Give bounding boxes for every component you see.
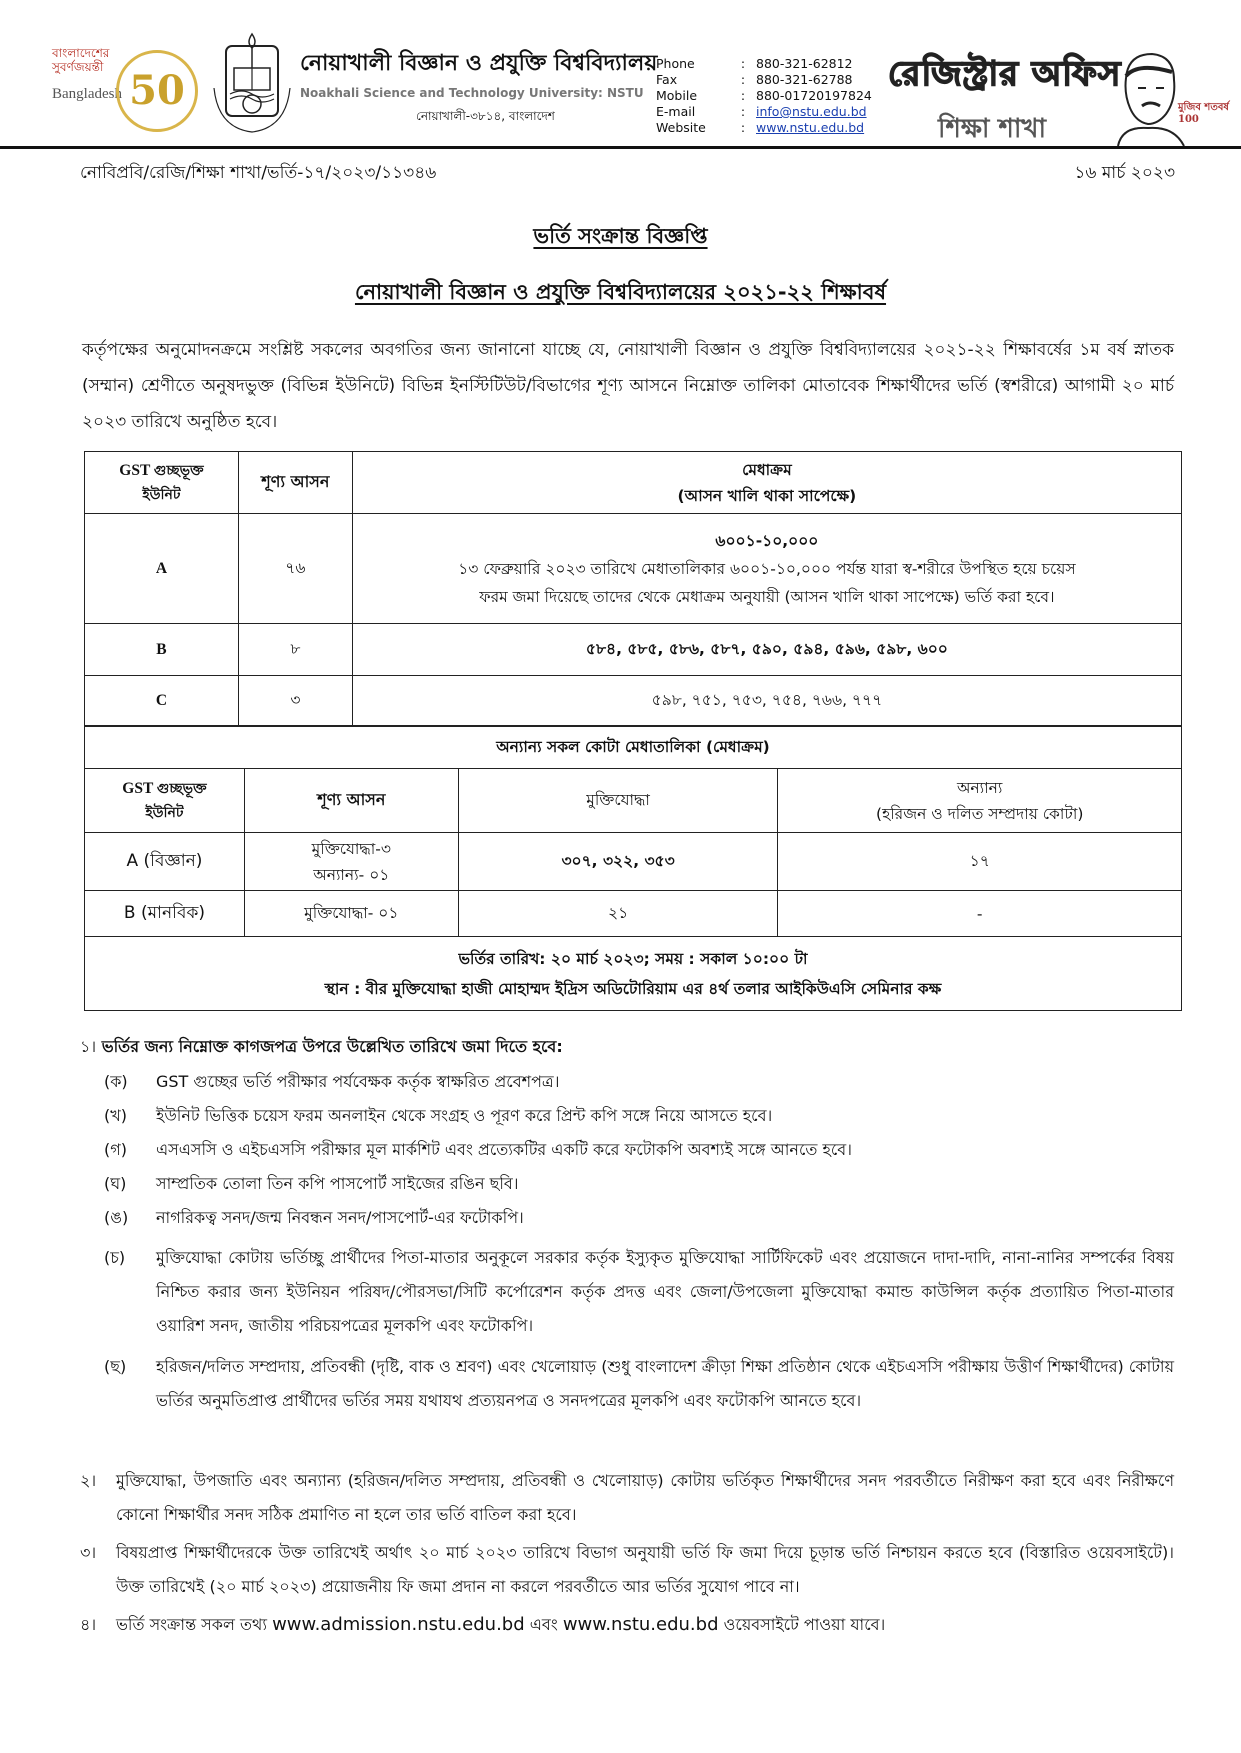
bd50-number: 50 xyxy=(116,50,198,132)
section-3: ৩। বিষয়প্রাপ্ত শিক্ষার্থীদেরকে উক্ত তারিখেই অর্থাৎ ২০ মার্চ ২০২৩ তারিখে বিভাগ অনুযায়ী ভর্তি ফি জমা দিয়ে চূড়ান্ত ভর্তি নিশ্চায়ন করতে হবে (বিস্তারিত ওয়েবসাইটে)। উক্ত তারিখেই (২০ মার্চ ২০২৩) প্রয়োজনীয় ফি জমা প্রদান না করলে পরবর্তীতে আর ভর্তির সুযোগ পাবে না। xyxy=(80,1543,1174,1596)
merit-table-header xyxy=(85,452,1182,514)
section-2: ২। মুক্তিযোদ্ধা, উপজাতি এবং অন্যান্য (হরিজন/দলিত সম্প্রদায়, প্রতিবন্ধী ও খেলোয়াড়) কোটায় ভর্তিকৃত শিক্ষার্থীদের সনদ পরবর্তীতে নিরীক্ষণ করা হবে এবং নিরীক্ষণে কোনো শিক্ষার্থীর সনদ সঠিক প্রমাণিত না হলে তার ভর্তি বাতিল করা হবে। xyxy=(80,1471,1174,1524)
office-subtitle: শিক্ষা শাখা xyxy=(938,114,1047,144)
list-item: (চ) মুক্তিযোদ্ধা কোটায় ভর্তিচ্ছু প্রার্থীদের পিতা-মাতার অনুকূলে সরকার কর্তৃক ইস্যুকৃত মুক্তিযোদ্ধা সার্টিফিকেট এবং প্রয়োজনে দাদা-দাদি, নানা-নানির সম্পর্কের বিষয় নিশ্চিত করার জন্য ইউনিয়ন পরিষদ/পৌরসভা/সিটি কর্পোরেশন কর্তৃক প্রদত্ত এবং জেলা/উপজেলা মুক্তিযোদ্ধা কমান্ড কাউন্সিল কর্তৃক প্রত্যায়িত পিতা-মাতার ওয়ারিশ সনদ, জাতীয় পরিচয়পত্রের মূলকপি এবং ফটোকপি। xyxy=(104,1248,1174,1335)
bd50-caption: বাংলাদেশের সুবর্ণজয়ন্তী xyxy=(52,46,110,74)
contact-website: Website : www.nstu.edu.bd xyxy=(656,120,865,135)
quota-table xyxy=(84,768,1182,937)
university-name-bn: নোয়াখালী বিজ্ঞান ও প্রযুক্তি বিশ্ববিদ্যালয় xyxy=(300,50,658,76)
col-unit-header: GST গুচ্ছভূক্ত ইউনিট xyxy=(85,452,239,514)
quota-table-header: GST গুচ্ছভূক্ত ইউনিট শূণ্য আসন মুক্তিযোদ্ধা অন্যান্য (হরিজন ও দলিত সম্প্রদায় কোটা) xyxy=(85,769,1182,833)
university-website-link[interactable]: www.nstu.edu.bd xyxy=(562,1614,719,1635)
list-item: (ঙ) নাগরিকত্ব সনদ/জন্ম নিবন্ধন সনদ/পাসপোর্ট-এর ফটোকপি। xyxy=(104,1208,524,1227)
col-seats-header: শূণ্য আসন xyxy=(238,452,352,514)
university-name-en: Noakhali Science and Technology University: NSTU xyxy=(300,86,644,100)
university-address: নোয়াখালী-৩৮১৪, বাংলাদেশ xyxy=(416,109,555,123)
table-row: A ৭৬ ৬০০১-১০,০০০ ১৩ ফেব্রুয়ারি ২০২৩ তারিখে মেধাতালিকার ৬০০১-১০,০০০ পর্যন্ত যারা স্ব-শরীরে উপস্থিত হয়ে চয়েস ফরম জমা দিয়েছে তাদের থেকে মেধাক্রম অনুযায়ী (আসন খালি থাকা সাপেক্ষে) ভর্তি করা হবে। xyxy=(85,514,1182,624)
list-item: (ঘ) সাম্প্রতিক তোলা তিন কপি পাসপোর্ট সাইজের রঙিন ছবি। xyxy=(104,1174,519,1193)
contact-block xyxy=(656,56,906,136)
memo-reference: নোবিপ্রবি/রেজি/শিক্ষা শাখা/ভর্তি-১৭/২০২৩/১১৩৪৬ xyxy=(80,163,437,183)
list-item: (ছ) হরিজন/দলিত সম্প্রদায়, প্রতিবন্ধী (দৃষ্টি, বাক ও শ্রবণ) এবং খেলোয়াড় (শুধু বাংলাদেশ ক্রীড়া শিক্ষা প্রতিষ্ঠান থেকে এইচএসসি পরীক্ষায় উত্তীর্ণ শিক্ষার্থীদের) কোটায় ভর্তির অনুমতিপ্রাপ্ত প্রার্থীদের ভর্তির সময় যথাযথ প্রত্যয়নপত্র ও সনদপত্রের মূলকপি এবং ফটোকপি আনতে হবে। xyxy=(104,1357,1174,1410)
contact-mobile: Mobile : 880-01720197824 xyxy=(656,88,872,103)
admission-date: ভর্তির তারিখ: ২০ মার্চ ২০২৩; সময় : সকাল ১০:০০ টা xyxy=(458,949,808,968)
contact-phone: Phone : 880-321-62812 xyxy=(656,56,853,71)
section-1-heading: ১। ভর্তির জন্য নিম্নোক্ত কাগজপত্র উপরে উল্লেখিত তারিখে জমা দিতে হবে: xyxy=(80,1037,563,1056)
mujib-100-logo: মুজিব শতবর্ষ 100 xyxy=(1178,102,1229,125)
contact-email: E-mail : info@nstu.edu.bd xyxy=(656,104,867,119)
notice-title: ভর্তি সংক্রান্ত বিজ্ঞপ্তি xyxy=(533,224,708,248)
col-merit-header: মেধাক্রম (আসন খালি থাকা সাপেক্ষে) xyxy=(352,452,1181,514)
header-divider xyxy=(0,146,1241,149)
admission-info-box xyxy=(84,936,1182,1011)
admission-website-link[interactable]: www.admission.nstu.edu.bd xyxy=(272,1614,525,1635)
section-4: ৪। ভর্তি সংক্রান্ত সকল তথ্য www.admission.nstu.edu.bd এবং www.nstu.edu.bd ওয়েবসাইটে পাওয়া যাবে। xyxy=(80,1614,886,1635)
admission-place: স্থান : বীর মুক্তিযোদ্ধা হাজী মোহাম্মদ ইদ্রিস অডিটোরিয়াম এর ৪র্থ তলার আইকিউএসি সেমিনার কক্ষ xyxy=(324,979,942,998)
contact-fax: Fax : 880-321-62788 xyxy=(656,72,853,87)
table-row: A (বিজ্ঞান) মুক্তিযোদ্ধা-৩ অন্যান্য- ০১ ৩০৭, ৩২২, ৩৫৩ ১৭ xyxy=(85,833,1182,891)
table-row: B ৮ ৫৮৪, ৫৮৫, ৫৮৬, ৫৮৭, ৫৯০, ৫৯৪, ৫৯৬, ৫৯৮, ৬০০ xyxy=(85,624,1182,676)
notice-subtitle: নোয়াখালী বিজ্ঞান ও প্রযুক্তি বিশ্ববিদ্যালয়ের ২০২১-২২ শিক্ষাবর্ষ xyxy=(354,280,887,304)
list-item: (খ) ইউনিট ভিত্তিক চয়েস ফরম অনলাইন থেকে সংগ্রহ ও পূরণ করে প্রিন্ট কপি সঙ্গে নিয়ে আসতে হবে। xyxy=(104,1106,773,1125)
quota-title-row: অন্যান্য সকল কোটা মেধাতালিকা (মেধাক্রম) xyxy=(84,726,1182,769)
website-link[interactable]: www.nstu.edu.bd xyxy=(756,120,865,135)
office-title: রেজিস্ট্রার অফিস xyxy=(888,54,1122,94)
letterhead xyxy=(28,18,1229,146)
email-link[interactable]: info@nstu.edu.bd xyxy=(756,104,867,119)
university-logo-icon xyxy=(208,28,296,138)
table-row: C ৩ ৫৯৮, ৭৫১, ৭৫৩, ৭৫৪, ৭৬৬, ৭৭৭ xyxy=(85,676,1182,726)
list-item: (ক) GST গুচ্ছের ভর্তি পরীক্ষার পর্যবেক্ষক কর্তৃক স্বাক্ষরিত প্রবেশপত্র। xyxy=(104,1072,560,1091)
memo-date: ১৬ মার্চ ২০২৩ xyxy=(1074,163,1175,183)
bangladesh-50-logo xyxy=(38,46,208,138)
list-item: (গ) এসএসসি ও এইচএসসি পরীক্ষার মূল মার্কশিট এবং প্রত্যেকটির একটি করে ফটোকপি অবশ্যই সঙ্গে আনতে হবে। xyxy=(104,1140,852,1159)
bd50-word: Bangladesh xyxy=(52,86,122,102)
table-row: B (মানবিক) মুক্তিযোদ্ধা- ০১ ২১ - xyxy=(85,891,1182,937)
intro-paragraph: কর্তৃপক্ষের অনুমোদনক্রমে সংশ্লিষ্ট সকলের অবগতির জন্য জানানো যাচ্ছে যে, নোয়াখালী বিজ্ঞান ও প্রযুক্তি বিশ্ববিদ্যালয়ের ২০২১-২২ শিক্ষাবর্ষের ১ম বর্ষ স্নাতক (সম্মান) শ্রেণীতে অনুষদভুক্ত (বিভিন্ন ইউনিটে) বিভিন্ন ইনস্টিটিউট/বিভাগের শূণ্য আসনে নিম্নোক্ত তালিকা মোতাবেক শিক্ষার্থীদের ভর্তি (স্বশরীরে) আগামী ২০ মার্চ ২০২৩ তারিখে অনুষ্ঠিত হবে। xyxy=(82,340,1174,432)
merit-table xyxy=(84,451,1182,726)
